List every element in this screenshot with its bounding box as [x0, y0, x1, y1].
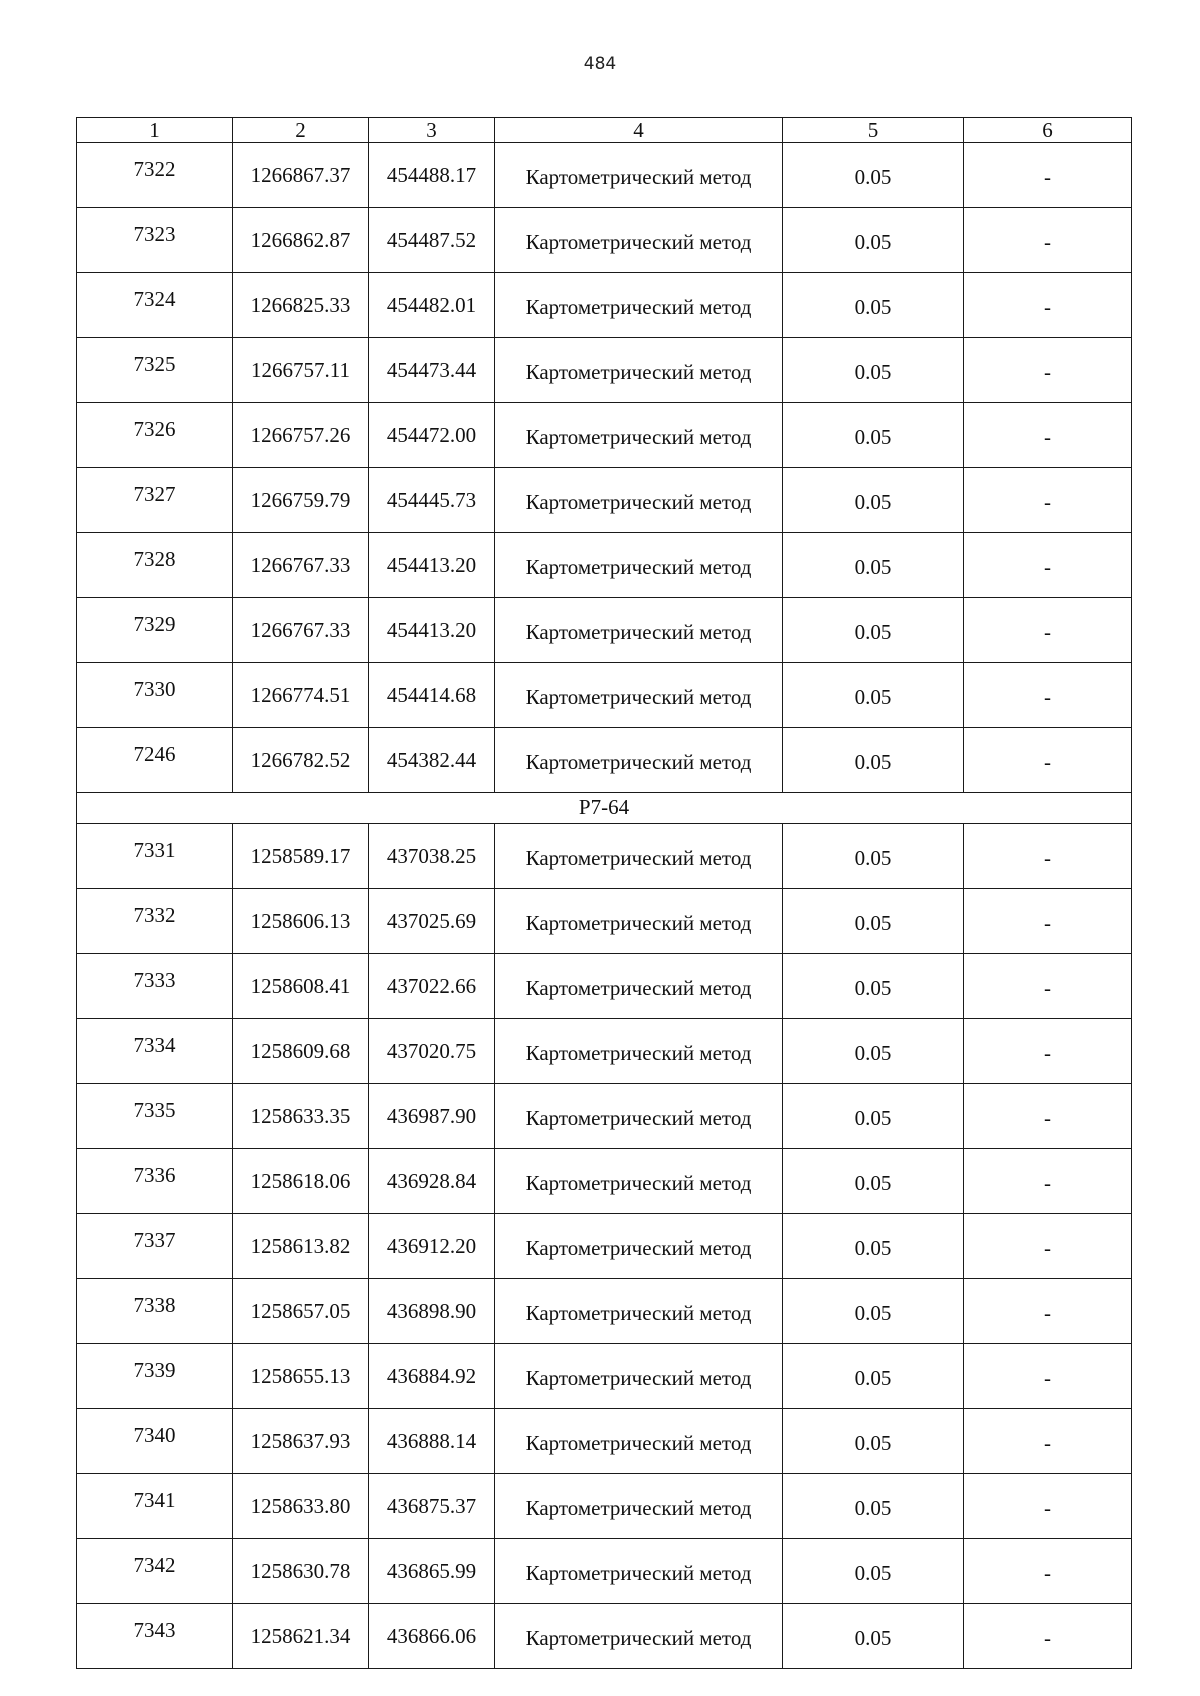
- x-coordinate-cell: 1258618.06: [233, 1149, 369, 1214]
- note-cell: -: [964, 533, 1132, 598]
- table-row: [77, 1019, 1132, 1084]
- method-cell: Картометрический метод: [495, 954, 783, 1019]
- y-coordinate-cell: 454413.20: [369, 598, 495, 663]
- accuracy-cell: 0.05: [783, 1604, 964, 1669]
- note-cell: -: [964, 143, 1132, 208]
- coordinates-table: [76, 117, 1132, 1669]
- point-number-cell: 7246: [77, 728, 233, 793]
- y-coordinate-cell: 436866.06: [369, 1604, 495, 1669]
- x-coordinate-cell: 1266774.51: [233, 663, 369, 728]
- point-number-cell: 7322: [77, 143, 233, 208]
- method-cell: Картометрический метод: [495, 338, 783, 403]
- note-cell: -: [964, 1539, 1132, 1604]
- y-coordinate-cell: 437020.75: [369, 1019, 495, 1084]
- y-coordinate-cell: 454413.20: [369, 533, 495, 598]
- table-row: [77, 1084, 1132, 1149]
- x-coordinate-cell: 1258608.41: [233, 954, 369, 1019]
- note-cell: -: [964, 273, 1132, 338]
- y-coordinate-cell: 454445.73: [369, 468, 495, 533]
- accuracy-cell: 0.05: [783, 954, 964, 1019]
- column-header-6: 6: [964, 118, 1132, 143]
- note-cell: -: [964, 1279, 1132, 1344]
- point-number-cell: 7339: [77, 1344, 233, 1409]
- method-cell: Картометрический метод: [495, 1279, 783, 1344]
- method-cell: Картометрический метод: [495, 889, 783, 954]
- table-row: [77, 663, 1132, 728]
- note-cell: -: [964, 1149, 1132, 1214]
- table-body: [77, 118, 1132, 1669]
- point-number-cell: 7327: [77, 468, 233, 533]
- point-number-cell: 7323: [77, 208, 233, 273]
- point-number-cell: 7325: [77, 338, 233, 403]
- method-cell: Картометрический метод: [495, 1019, 783, 1084]
- point-number-cell: 7329: [77, 598, 233, 663]
- table-row: [77, 533, 1132, 598]
- method-cell: Картометрический метод: [495, 1474, 783, 1539]
- accuracy-cell: 0.05: [783, 663, 964, 728]
- x-coordinate-cell: 1258589.17: [233, 824, 369, 889]
- point-number-cell: 7324: [77, 273, 233, 338]
- point-number-cell: 7330: [77, 663, 233, 728]
- point-number-cell: 7335: [77, 1084, 233, 1149]
- point-number-cell: 7343: [77, 1604, 233, 1669]
- y-coordinate-cell: 454473.44: [369, 338, 495, 403]
- note-cell: -: [964, 208, 1132, 273]
- accuracy-cell: 0.05: [783, 1214, 964, 1279]
- accuracy-cell: 0.05: [783, 273, 964, 338]
- y-coordinate-cell: 436912.20: [369, 1214, 495, 1279]
- note-cell: -: [964, 1019, 1132, 1084]
- accuracy-cell: 0.05: [783, 1019, 964, 1084]
- table-row: [77, 468, 1132, 533]
- method-cell: Картометрический метод: [495, 1214, 783, 1279]
- method-cell: Картометрический метод: [495, 403, 783, 468]
- accuracy-cell: 0.05: [783, 1084, 964, 1149]
- table-row: [77, 1539, 1132, 1604]
- point-number-cell: 7331: [77, 824, 233, 889]
- method-cell: Картометрический метод: [495, 728, 783, 793]
- y-coordinate-cell: 436928.84: [369, 1149, 495, 1214]
- x-coordinate-cell: 1266782.52: [233, 728, 369, 793]
- y-coordinate-cell: 436898.90: [369, 1279, 495, 1344]
- method-cell: Картометрический метод: [495, 824, 783, 889]
- table-row: [77, 143, 1132, 208]
- accuracy-cell: 0.05: [783, 1149, 964, 1214]
- note-cell: -: [964, 728, 1132, 793]
- note-cell: -: [964, 889, 1132, 954]
- x-coordinate-cell: 1258633.80: [233, 1474, 369, 1539]
- point-number-cell: 7328: [77, 533, 233, 598]
- note-cell: -: [964, 954, 1132, 1019]
- y-coordinate-cell: 454414.68: [369, 663, 495, 728]
- note-cell: -: [964, 1604, 1132, 1669]
- method-cell: Картометрический метод: [495, 663, 783, 728]
- column-header-2: 2: [233, 118, 369, 143]
- y-coordinate-cell: 454482.01: [369, 273, 495, 338]
- y-coordinate-cell: 454488.17: [369, 143, 495, 208]
- table-row: [77, 1604, 1132, 1669]
- accuracy-cell: 0.05: [783, 468, 964, 533]
- accuracy-cell: 0.05: [783, 1409, 964, 1474]
- x-coordinate-cell: 1258606.13: [233, 889, 369, 954]
- method-cell: Картометрический метод: [495, 1539, 783, 1604]
- accuracy-cell: 0.05: [783, 143, 964, 208]
- note-cell: -: [964, 663, 1132, 728]
- accuracy-cell: 0.05: [783, 1474, 964, 1539]
- table-row: [77, 208, 1132, 273]
- method-cell: Картометрический метод: [495, 533, 783, 598]
- x-coordinate-cell: 1266759.79: [233, 468, 369, 533]
- y-coordinate-cell: 437025.69: [369, 889, 495, 954]
- x-coordinate-cell: 1266825.33: [233, 273, 369, 338]
- x-coordinate-cell: 1258633.35: [233, 1084, 369, 1149]
- table-row: [77, 1409, 1132, 1474]
- accuracy-cell: 0.05: [783, 824, 964, 889]
- x-coordinate-cell: 1258613.82: [233, 1214, 369, 1279]
- point-number-cell: 7337: [77, 1214, 233, 1279]
- section-row: [77, 793, 1132, 824]
- y-coordinate-cell: 437022.66: [369, 954, 495, 1019]
- accuracy-cell: 0.05: [783, 889, 964, 954]
- table-row: [77, 1474, 1132, 1539]
- y-coordinate-cell: 436884.92: [369, 1344, 495, 1409]
- note-cell: -: [964, 1084, 1132, 1149]
- accuracy-cell: 0.05: [783, 533, 964, 598]
- x-coordinate-cell: 1258630.78: [233, 1539, 369, 1604]
- y-coordinate-cell: 454487.52: [369, 208, 495, 273]
- point-number-cell: 7332: [77, 889, 233, 954]
- point-number-cell: 7336: [77, 1149, 233, 1214]
- note-cell: -: [964, 1344, 1132, 1409]
- x-coordinate-cell: 1258637.93: [233, 1409, 369, 1474]
- method-cell: Картометрический метод: [495, 468, 783, 533]
- accuracy-cell: 0.05: [783, 403, 964, 468]
- y-coordinate-cell: 454472.00: [369, 403, 495, 468]
- method-cell: Картометрический метод: [495, 598, 783, 663]
- point-number-cell: 7341: [77, 1474, 233, 1539]
- x-coordinate-cell: 1266767.33: [233, 598, 369, 663]
- table-row: [77, 889, 1132, 954]
- accuracy-cell: 0.05: [783, 728, 964, 793]
- method-cell: Картометрический метод: [495, 1409, 783, 1474]
- note-cell: -: [964, 403, 1132, 468]
- x-coordinate-cell: 1266767.33: [233, 533, 369, 598]
- table-header-row: [77, 118, 1132, 143]
- y-coordinate-cell: 436888.14: [369, 1409, 495, 1474]
- column-header-5: 5: [783, 118, 964, 143]
- note-cell: -: [964, 1474, 1132, 1539]
- point-number-cell: 7338: [77, 1279, 233, 1344]
- note-cell: -: [964, 338, 1132, 403]
- accuracy-cell: 0.05: [783, 598, 964, 663]
- accuracy-cell: 0.05: [783, 1539, 964, 1604]
- point-number-cell: 7334: [77, 1019, 233, 1084]
- x-coordinate-cell: 1258655.13: [233, 1344, 369, 1409]
- section-label: Р7-64: [77, 793, 1132, 824]
- accuracy-cell: 0.05: [783, 1344, 964, 1409]
- table-row: [77, 1344, 1132, 1409]
- note-cell: -: [964, 598, 1132, 663]
- x-coordinate-cell: 1266757.26: [233, 403, 369, 468]
- method-cell: Картометрический метод: [495, 1149, 783, 1214]
- point-number-cell: 7342: [77, 1539, 233, 1604]
- y-coordinate-cell: 436865.99: [369, 1539, 495, 1604]
- y-coordinate-cell: 454382.44: [369, 728, 495, 793]
- method-cell: Картометрический метод: [495, 1084, 783, 1149]
- y-coordinate-cell: 436987.90: [369, 1084, 495, 1149]
- table-row: [77, 1214, 1132, 1279]
- y-coordinate-cell: 437038.25: [369, 824, 495, 889]
- table-row: [77, 728, 1132, 793]
- accuracy-cell: 0.05: [783, 208, 964, 273]
- note-cell: -: [964, 468, 1132, 533]
- note-cell: -: [964, 1409, 1132, 1474]
- column-header-3: 3: [369, 118, 495, 143]
- point-number-cell: 7326: [77, 403, 233, 468]
- column-header-1: 1: [77, 118, 233, 143]
- column-header-4: 4: [495, 118, 783, 143]
- x-coordinate-cell: 1258609.68: [233, 1019, 369, 1084]
- accuracy-cell: 0.05: [783, 1279, 964, 1344]
- table-row: [77, 403, 1132, 468]
- x-coordinate-cell: 1266757.11: [233, 338, 369, 403]
- method-cell: Картометрический метод: [495, 273, 783, 338]
- x-coordinate-cell: 1266867.37: [233, 143, 369, 208]
- table-row: [77, 954, 1132, 1019]
- point-number-cell: 7340: [77, 1409, 233, 1474]
- note-cell: -: [964, 1214, 1132, 1279]
- table-row: [77, 1279, 1132, 1344]
- x-coordinate-cell: 1258657.05: [233, 1279, 369, 1344]
- method-cell: Картометрический метод: [495, 208, 783, 273]
- table-row: [77, 1149, 1132, 1214]
- x-coordinate-cell: 1266862.87: [233, 208, 369, 273]
- table-row: [77, 338, 1132, 403]
- accuracy-cell: 0.05: [783, 338, 964, 403]
- y-coordinate-cell: 436875.37: [369, 1474, 495, 1539]
- note-cell: -: [964, 824, 1132, 889]
- table-row: [77, 824, 1132, 889]
- x-coordinate-cell: 1258621.34: [233, 1604, 369, 1669]
- method-cell: Картометрический метод: [495, 143, 783, 208]
- point-number-cell: 7333: [77, 954, 233, 1019]
- table-row: [77, 598, 1132, 663]
- method-cell: Картометрический метод: [495, 1604, 783, 1669]
- table-row: [77, 273, 1132, 338]
- page-number: 484: [583, 54, 617, 74]
- method-cell: Картометрический метод: [495, 1344, 783, 1409]
